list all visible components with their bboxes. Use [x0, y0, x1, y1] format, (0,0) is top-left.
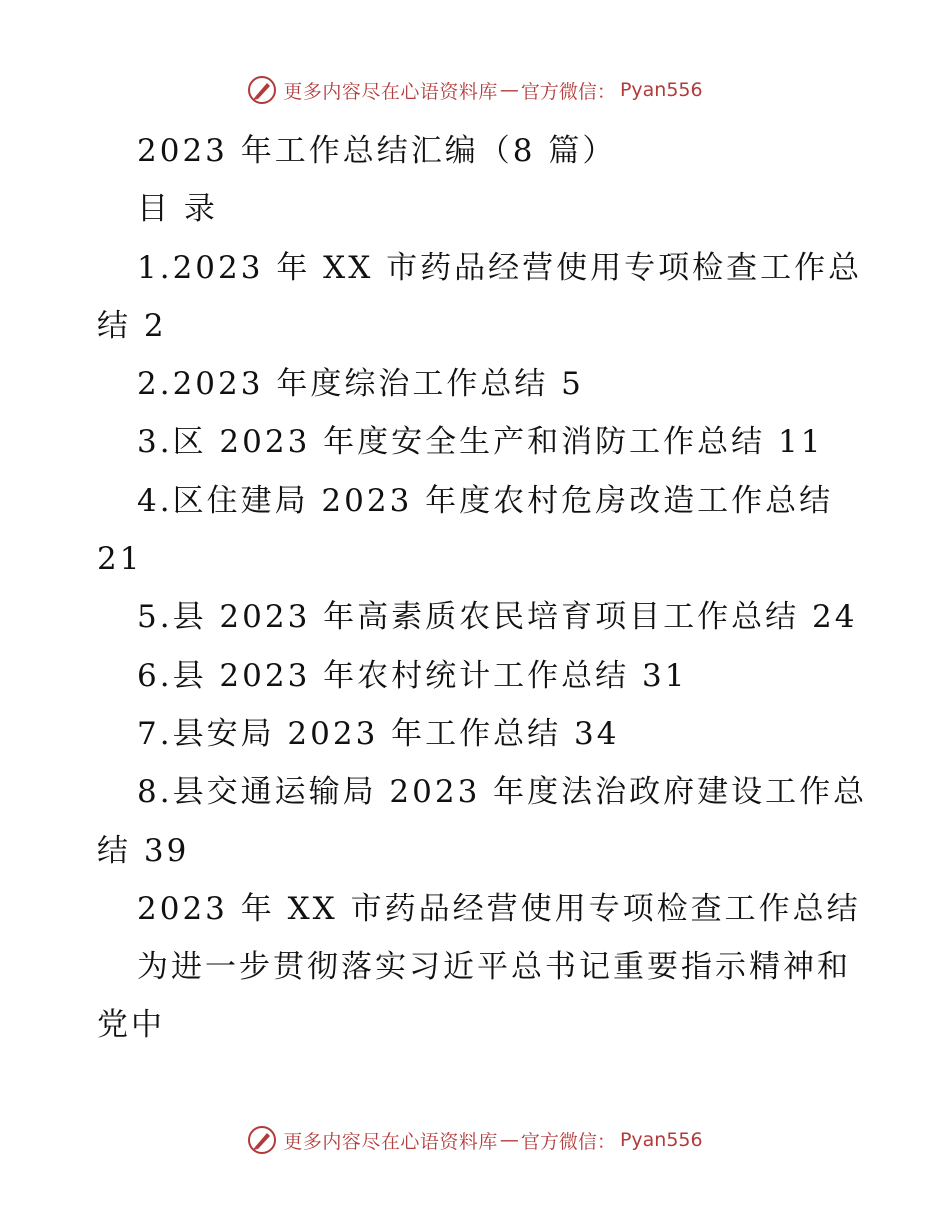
header-watermark: [0, 68, 950, 112]
watermark-dash: —: [499, 79, 519, 101]
toc-item-8: 8.县交通运输局 2023 年度法治政府建设工作总: [137, 774, 868, 811]
watermark-text: 更多内容尽在心语资料库: [283, 80, 498, 103]
body-paragraph-line: 为进一步贯彻落实习近平总书记重要指示精神和: [137, 949, 851, 986]
toc-item-7: 7.县安局 2023 年工作总结 34: [137, 715, 620, 752]
toc-item-4: 4.区住建局 2023 年度农村危房改造工作总结: [137, 482, 834, 519]
toc-item-1-continuation: 结 2: [97, 307, 167, 344]
toc-item-2: 2.2023 年度综治工作总结 5: [137, 366, 584, 403]
toc-heading: 目 录: [137, 191, 218, 228]
toc-item-6: 6.县 2023 年农村统计工作总结 31: [137, 657, 688, 694]
toc-item-8-continuation: 结 39: [97, 832, 190, 869]
watermark-wechat-label: 官方微信：: [520, 1130, 616, 1153]
toc-item-4-continuation: 21: [97, 541, 143, 578]
quill-pen-logo-icon: [247, 1125, 277, 1155]
toc-item-3: 3.区 2023 年度安全生产和消防工作总结 11: [137, 424, 824, 461]
toc-item-5: 5.县 2023 年高素质农民培育项目工作总结 24: [137, 599, 858, 636]
footer-watermark: [0, 1118, 950, 1162]
toc-item-1: 1.2023 年 XX 市药品经营使用专项检查工作总: [137, 249, 863, 286]
watermark-wechat-id: Pyan556: [619, 1129, 703, 1151]
watermark-dash: —: [499, 1129, 519, 1151]
body-paragraph-line: 党中: [97, 1007, 165, 1044]
watermark-wechat-id: Pyan556: [619, 79, 703, 101]
document-body: [97, 122, 868, 1055]
document-title: 2023 年工作总结汇编（8 篇）: [137, 133, 617, 169]
watermark-text: 更多内容尽在心语资料库: [283, 1130, 498, 1153]
quill-pen-logo-icon: [247, 75, 277, 105]
section-title: 2023 年 XX 市药品经营使用专项检查工作总结: [137, 890, 861, 927]
watermark-wechat-label: 官方微信：: [520, 80, 616, 103]
